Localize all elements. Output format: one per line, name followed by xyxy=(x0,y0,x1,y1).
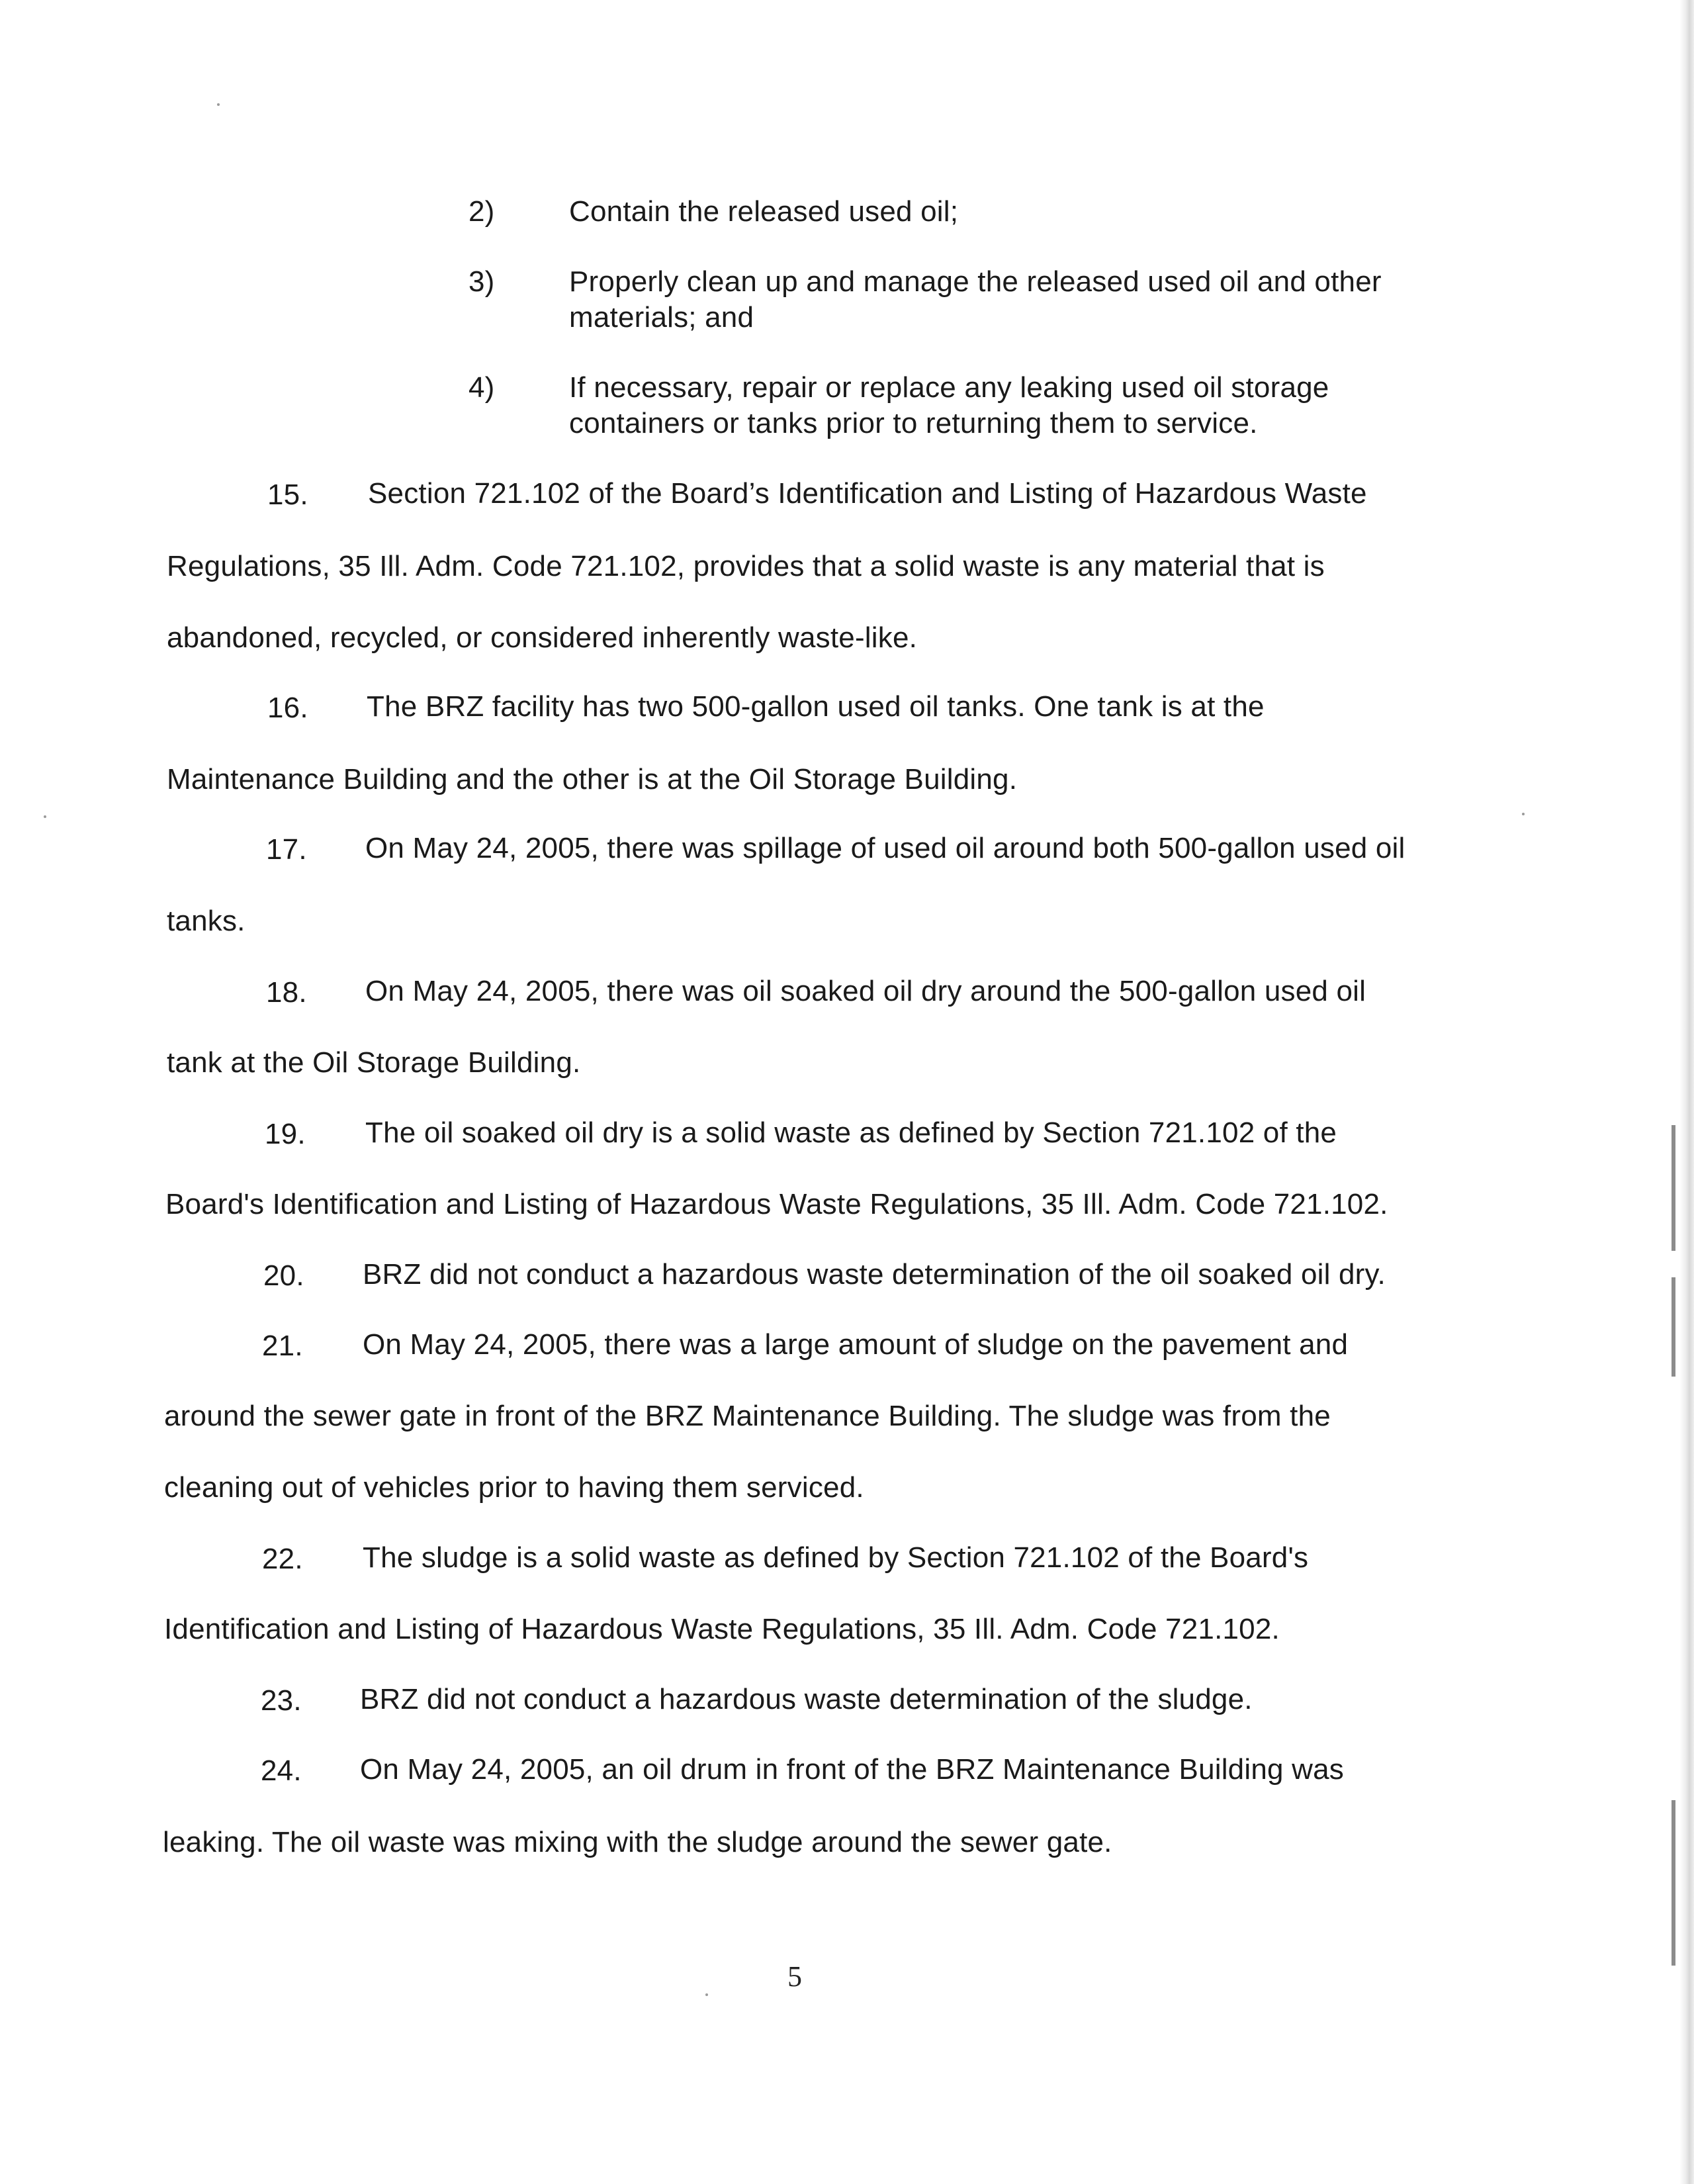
paragraph-text: BRZ did not conduct a hazardous waste determination of the sludge. xyxy=(360,1683,1253,1715)
paragraph-number: 17. xyxy=(266,833,307,866)
sub-item-text: Properly clean up and manage the released used oil and other xyxy=(569,265,1382,298)
paragraph-number: 19. xyxy=(265,1118,306,1150)
paragraph-number: 20. xyxy=(263,1259,304,1292)
paragraph-text: On May 24, 2005, there was spillage of used oil around both 500-gallon used oil xyxy=(365,832,1405,864)
scan-edge-shadow xyxy=(1679,0,1694,2184)
paragraph-text: Regulations, 35 Ill. Adm. Code 721.102, provides that a solid waste is any material that is xyxy=(167,550,1325,582)
paragraph-number: 15. xyxy=(267,478,308,511)
paragraph-number: 24. xyxy=(261,1754,302,1787)
paragraph-number: 16. xyxy=(267,692,308,724)
paragraph-text: tanks. xyxy=(167,905,245,937)
sub-item-text: materials; and xyxy=(569,301,754,334)
paragraph-text: Section 721.102 of the Board’s Identification and Listing of Hazardous Waste xyxy=(368,477,1367,510)
scan-mark xyxy=(1672,1800,1675,1966)
paragraph-text: Maintenance Building and the other is at the Oil Storage Building. xyxy=(167,763,1018,796)
sub-item-number: 4) xyxy=(468,371,495,404)
paragraph-text: BRZ did not conduct a hazardous waste determination of the oil soaked oil dry. xyxy=(363,1258,1386,1291)
sub-item-text: containers or tanks prior to returning them to service. xyxy=(569,407,1258,439)
scan-speck xyxy=(705,1993,708,1996)
scan-speck xyxy=(217,103,220,106)
paragraph-text: tank at the Oil Storage Building. xyxy=(167,1046,581,1079)
paragraph-number: 22. xyxy=(262,1543,303,1575)
sub-item-number: 2) xyxy=(468,195,495,228)
scan-mark xyxy=(1672,1125,1675,1251)
page-number: 5 xyxy=(787,1960,802,1993)
paragraph-text: On May 24, 2005, there was a large amount of sludge on the pavement and xyxy=(363,1328,1349,1361)
scan-speck xyxy=(1522,813,1525,815)
paragraph-number: 23. xyxy=(261,1684,302,1717)
paragraph-text: cleaning out of vehicles prior to having them serviced. xyxy=(164,1471,864,1504)
paragraph-text: Board's Identification and Listing of Hazardous Waste Regulations, 35 Ill. Adm. Code 721.102. xyxy=(165,1188,1388,1220)
sub-item-text: If necessary, repair or replace any leaking used oil storage xyxy=(569,371,1329,404)
paragraph-number: 18. xyxy=(266,976,307,1009)
sub-item-number: 3) xyxy=(468,265,495,298)
paragraph-text: On May 24, 2005, there was oil soaked oil dry around the 500-gallon used oil xyxy=(365,975,1366,1007)
scan-speck xyxy=(44,815,46,818)
paragraph-text: abandoned, recycled, or considered inherently waste-like. xyxy=(167,621,918,654)
paragraph-text: Identification and Listing of Hazardous Waste Regulations, 35 Ill. Adm. Code 721.102. xyxy=(164,1613,1280,1645)
paragraph-number: 21. xyxy=(262,1330,303,1362)
scan-mark xyxy=(1672,1277,1675,1377)
paragraph-text: The sludge is a solid waste as defined by Section 721.102 of the Board's xyxy=(363,1541,1309,1574)
paragraph-text: around the sewer gate in front of the BRZ Maintenance Building. The sludge was from the xyxy=(164,1400,1331,1432)
paragraph-text: leaking. The oil waste was mixing with the sludge around the sewer gate. xyxy=(163,1826,1112,1858)
sub-item-text: Contain the released used oil; xyxy=(569,195,959,228)
paragraph-text: The BRZ facility has two 500-gallon used oil tanks. One tank is at the xyxy=(367,690,1265,723)
paragraph-text: On May 24, 2005, an oil drum in front of the BRZ Maintenance Building was xyxy=(360,1753,1344,1786)
paragraph-text: The oil soaked oil dry is a solid waste as defined by Section 721.102 of the xyxy=(365,1116,1337,1149)
